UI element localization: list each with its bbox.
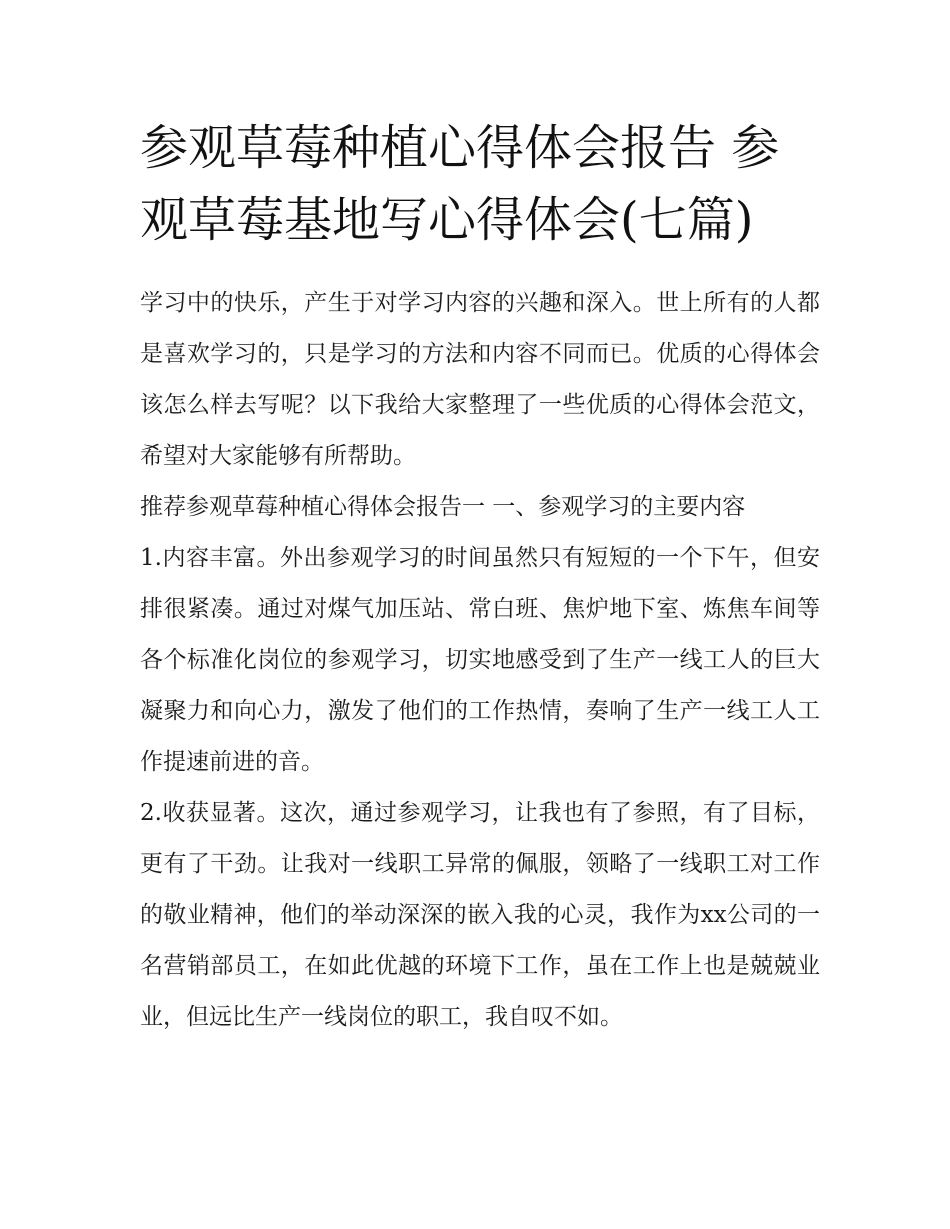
document-title: 参观草莓种植心得体会报告 参观草莓基地写心得体会(七篇) xyxy=(140,120,780,248)
section-heading-paragraph: 推荐参观草莓种植心得体会报告一 一、参观学习的主要内容 xyxy=(140,494,746,520)
point-2-paragraph: 2.收获显著。这次，通过参观学习，让我也有了参照，有了目标，更有了干劲。让我对一线职工异常的佩服，领略了一线职工对工作的敬业精神，他们的举动深深的嵌入我的心灵，我作为xx公司的一名营销部员工，在如此优越的环境下工作，虽在工作上也是兢兢业业，但远比生产一线岗位的职工，我自叹不如。 xyxy=(140,800,820,1030)
point-1-paragraph: 1.内容丰富。外出参观学习的时间虽然只有短短的一个下午，但安排很紧凑。通过对煤气加压站、常白班、焦炉地下室、炼焦车间等各个标准化岗位的参观学习，切实地感受到了生产一线工人的巨大凝聚力和向心力，激发了他们的工作热情，奏响了生产一线工人工作提速前进的音。 xyxy=(140,545,820,775)
intro-paragraph: 学习中的快乐，产生于对学习内容的兴趣和深入。世上所有的人都是喜欢学习的，只是学习的方法和内容不同而已。优质的心得体会该怎么样去写呢？以下我给大家整理了一些优质的心得体会范文，希望对大家能够有所帮助。 xyxy=(140,290,820,469)
document-body xyxy=(140,278,820,1043)
